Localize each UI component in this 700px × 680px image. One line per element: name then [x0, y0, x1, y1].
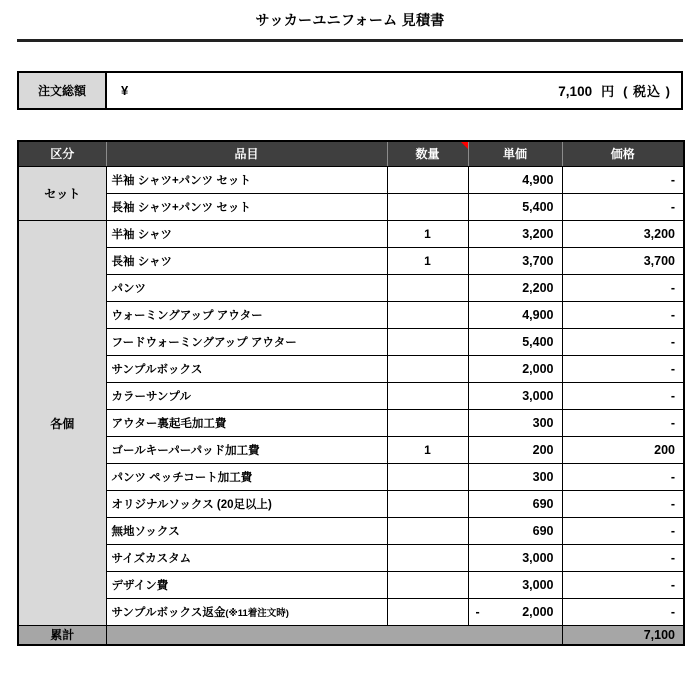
price-cell: -	[562, 194, 684, 221]
table-row	[18, 356, 684, 383]
item-cell: 半袖 シャツ	[106, 221, 387, 248]
price-cell: -	[562, 329, 684, 356]
header-cell-category: 区分	[18, 141, 106, 167]
price-cell: 3,200	[562, 221, 684, 248]
qty-cell[interactable]: 1	[387, 221, 468, 248]
table-row	[18, 275, 684, 302]
title-rule	[17, 39, 683, 42]
quote-table	[17, 140, 685, 646]
order-total-label: 注文総額	[19, 73, 107, 108]
header-cell-qty	[387, 141, 468, 167]
qty-cell[interactable]	[387, 383, 468, 410]
qty-cell[interactable]	[387, 302, 468, 329]
category-cell-individual: 各個	[18, 221, 106, 626]
table-row	[18, 491, 684, 518]
item-cell: 半袖 シャツ+パンツ セット	[106, 167, 387, 194]
price-cell: -	[562, 275, 684, 302]
table-row	[18, 329, 684, 356]
order-total-unit: 円	[601, 83, 615, 99]
unit-price-cell	[468, 599, 562, 626]
item-cell: アウター裏起毛加工費	[106, 410, 387, 437]
price-cell: 200	[562, 437, 684, 464]
table-row	[18, 437, 684, 464]
table-row	[18, 167, 684, 194]
price-cell: -	[562, 545, 684, 572]
total-label: 累計	[18, 626, 106, 645]
qty-cell[interactable]	[387, 275, 468, 302]
total-value: 7,100	[562, 626, 684, 645]
order-total-amount-group	[558, 81, 671, 100]
total-row	[18, 626, 684, 645]
item-cell: カラーサンプル	[106, 383, 387, 410]
item-cell: フードウォーミングアップ アウター	[106, 329, 387, 356]
unit-price-cell: 3,000	[468, 572, 562, 599]
table-row	[18, 302, 684, 329]
header-row	[18, 141, 684, 167]
item-cell	[106, 599, 387, 626]
currency-symbol: ¥	[121, 82, 129, 98]
unit-price-cell: 690	[468, 491, 562, 518]
table-row	[18, 194, 684, 221]
comment-marker-icon	[461, 142, 468, 149]
price-cell: -	[562, 356, 684, 383]
unit-price-cell: 5,400	[468, 194, 562, 221]
item-label: サンプルボックス返金	[111, 607, 226, 619]
table-row	[18, 410, 684, 437]
category-cell-set: セット	[18, 167, 106, 221]
unit-price-cell: 3,000	[468, 383, 562, 410]
price-cell: -	[562, 491, 684, 518]
tax-included-note: ( 税込 )	[623, 83, 671, 99]
qty-cell[interactable]: 1	[387, 248, 468, 275]
price-cell: -	[562, 410, 684, 437]
order-total-box	[17, 71, 683, 110]
table-row	[18, 518, 684, 545]
page-title: サッカーユニフォーム 見積書	[255, 12, 445, 28]
qty-cell[interactable]	[387, 572, 468, 599]
header-cell-unit-price: 単価	[468, 141, 562, 167]
unit-price-cell: 300	[468, 464, 562, 491]
table-row	[18, 599, 684, 626]
unit-price-value: 2,000	[522, 605, 554, 619]
header-cell-price: 価格	[562, 141, 684, 167]
qty-cell[interactable]	[387, 194, 468, 221]
qty-cell[interactable]	[387, 356, 468, 383]
price-cell: -	[562, 518, 684, 545]
qty-cell[interactable]	[387, 518, 468, 545]
item-cell: パンツ ペッチコート加工費	[106, 464, 387, 491]
unit-price-cell: 3,000	[468, 545, 562, 572]
price-cell: 3,700	[562, 248, 684, 275]
qty-cell[interactable]	[387, 410, 468, 437]
header-cell-item: 品目	[106, 141, 387, 167]
item-note: (※11着注文時)	[225, 608, 289, 619]
price-cell: -	[562, 599, 684, 626]
order-total-amount: 7,100	[558, 83, 593, 99]
item-cell: オリジナルソックス (20足以上)	[106, 491, 387, 518]
price-cell: -	[562, 167, 684, 194]
unit-price-cell: 5,400	[468, 329, 562, 356]
item-cell: 無地ソックス	[106, 518, 387, 545]
price-cell: -	[562, 383, 684, 410]
unit-price-cell: 690	[468, 518, 562, 545]
qty-cell[interactable]	[387, 599, 468, 626]
unit-price-cell: 3,200	[468, 221, 562, 248]
unit-price-cell: 2,200	[468, 275, 562, 302]
qty-cell[interactable]	[387, 491, 468, 518]
table-row	[18, 545, 684, 572]
price-cell: -	[562, 302, 684, 329]
qty-cell[interactable]	[387, 464, 468, 491]
table-row	[18, 221, 684, 248]
qty-cell[interactable]	[387, 167, 468, 194]
unit-price-cell: 4,900	[468, 302, 562, 329]
item-cell: サイズカスタム	[106, 545, 387, 572]
item-cell: ゴールキーパーパッド加工費	[106, 437, 387, 464]
price-cell: -	[562, 464, 684, 491]
total-spacer-cell	[106, 626, 562, 645]
header-qty-label: 数量	[415, 147, 440, 162]
qty-cell[interactable]	[387, 545, 468, 572]
unit-price-cell: 300	[468, 410, 562, 437]
order-total-value	[107, 73, 681, 108]
item-cell: サンプルボックス	[106, 356, 387, 383]
table-row	[18, 464, 684, 491]
table-row	[18, 383, 684, 410]
item-cell: ウォーミングアップ アウター	[106, 302, 387, 329]
qty-cell[interactable]	[387, 329, 468, 356]
qty-cell[interactable]: 1	[387, 437, 468, 464]
table-row	[18, 248, 684, 275]
item-cell: 長袖 シャツ	[106, 248, 387, 275]
minus-sign: -	[475, 605, 480, 619]
unit-price-cell: 200	[468, 437, 562, 464]
item-cell: 長袖 シャツ+パンツ セット	[106, 194, 387, 221]
unit-price-cell: 4,900	[468, 167, 562, 194]
table-row	[18, 572, 684, 599]
item-cell: パンツ	[106, 275, 387, 302]
unit-price-cell: 3,700	[468, 248, 562, 275]
item-cell: デザイン費	[106, 572, 387, 599]
price-cell: -	[562, 572, 684, 599]
unit-price-cell: 2,000	[468, 356, 562, 383]
